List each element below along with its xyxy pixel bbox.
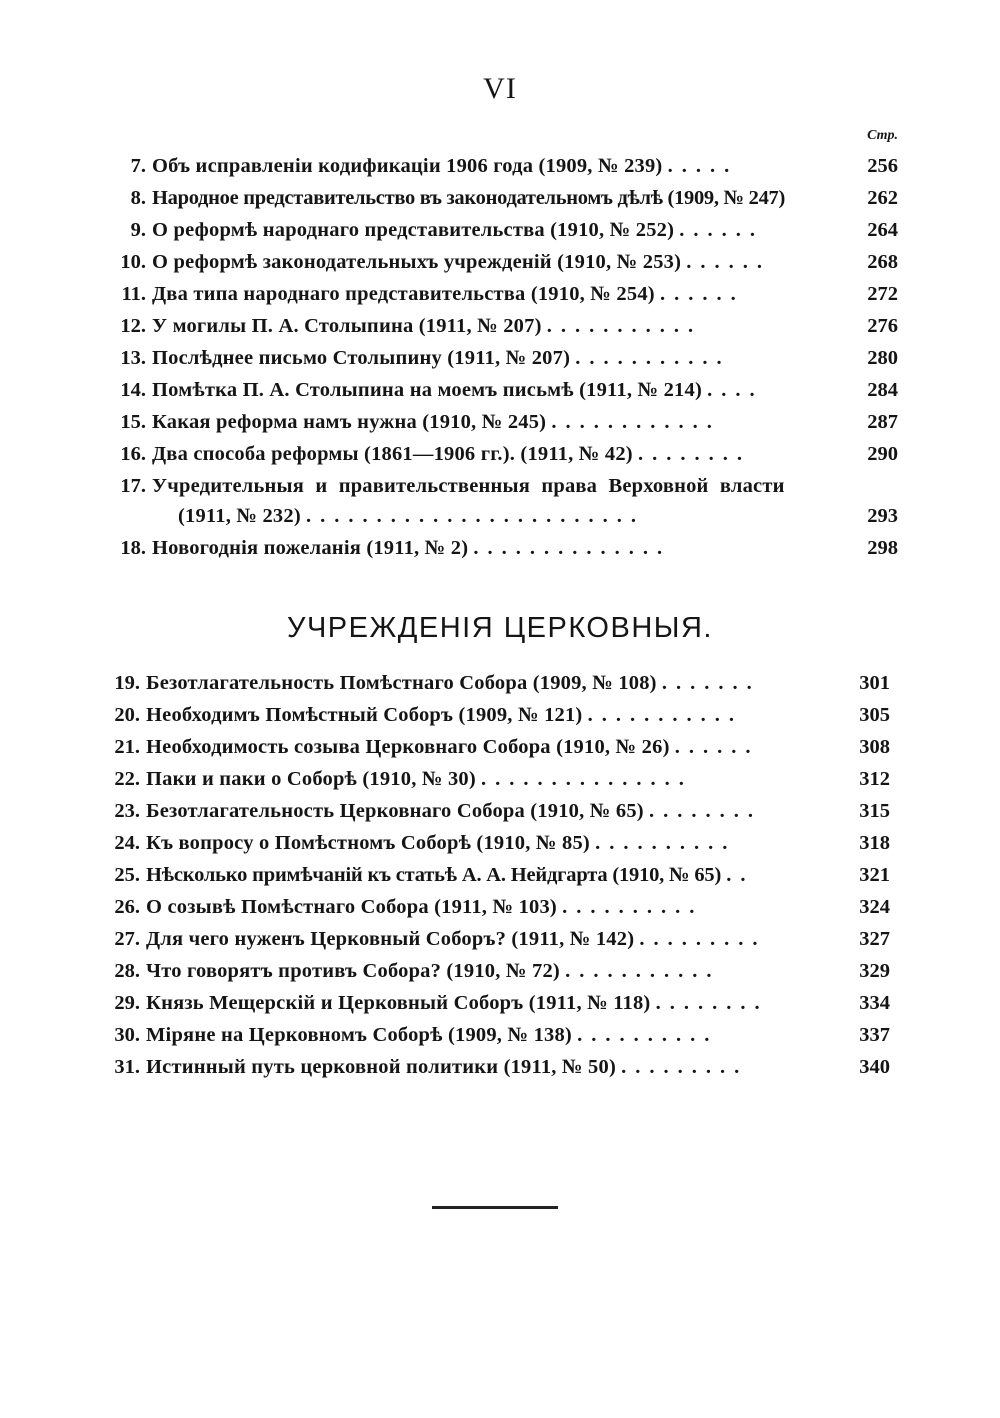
entry-title: Два способа реформы (1861—1906 гг.). (1911, № 42) [152, 443, 633, 465]
entry-page: 329 [859, 960, 890, 982]
dot-leader: ........ [648, 800, 762, 822]
entry-number: 24. [114, 832, 140, 854]
entry-page: 321 [859, 864, 890, 886]
entry-number: 27. [114, 928, 140, 950]
page-number: VI [483, 72, 517, 105]
toc-entry [100, 409, 898, 435]
entry-page: 337 [859, 1024, 890, 1046]
entry-title: У могилы П. А. Столыпина (1911, № 207) [152, 315, 542, 337]
entry-number: 20. [114, 704, 140, 726]
dot-leader: ....... [661, 672, 761, 694]
entry-title-continuation: (1911, № 232) [178, 505, 301, 527]
dot-leader: ......... [621, 1056, 749, 1078]
entry-title: Два типа народнаго представительства (1910, № 254) [152, 283, 655, 305]
entry-number: 23. [114, 800, 140, 822]
toc-entry [100, 281, 898, 307]
entry-number: 11. [121, 283, 146, 305]
end-rule-divider [432, 1206, 558, 1209]
entry-title: Народное представительство въ законодательномъ дѣлѣ (1909, № 247) [152, 187, 786, 209]
entry-title: Необходимъ Помѣстный Соборъ (1909, № 121) [146, 704, 583, 726]
entry-page: 287 [867, 411, 898, 433]
entry-title: О созывѣ Помѣстнаго Собора (1911, № 103) [146, 896, 557, 918]
toc-entry [100, 766, 890, 792]
toc-entry [100, 894, 890, 920]
entry-title: Что говорятъ противъ Собора? (1910, № 72) [146, 960, 560, 982]
entry-page: 272 [867, 283, 898, 305]
entry-number: 29. [114, 992, 140, 1014]
entry-title: Необходимость созыва Церковнаго Собора (1910, № 26) [146, 736, 670, 758]
entry-number: 19. [114, 672, 140, 694]
toc-entry [100, 990, 890, 1016]
dot-leader: ...... [674, 736, 760, 758]
dot-leader: ............ [551, 411, 721, 433]
toc-entry [100, 535, 898, 561]
entry-title: Новогоднія пожеланія (1911, № 2) [152, 537, 469, 559]
toc-entry [100, 734, 890, 760]
entry-title: Для чего нуженъ Церковный Соборъ? (1911, № 142) [146, 928, 635, 950]
entry-page: 327 [859, 928, 890, 950]
entry-title: Истинный путь церковной политики (1911, № 50) [146, 1056, 616, 1078]
entry-page: 312 [859, 768, 890, 790]
dot-leader: .......... [577, 1024, 719, 1046]
toc-entry [100, 1054, 890, 1080]
entry-page: 284 [867, 379, 898, 401]
entry-title: Къ вопросу о Помѣстномъ Соборѣ (1910, № 85) [146, 832, 590, 854]
entry-title: Помѣтка П. А. Столыпина на моемъ письмѣ (1911, № 214) [152, 379, 702, 401]
entry-page: 301 [859, 672, 890, 694]
entry-page: 334 [859, 992, 890, 1014]
dot-leader: ...... [659, 283, 745, 305]
dot-leader: .......... [595, 832, 737, 854]
entry-title: Князь Мещерскій и Церковный Соборъ (1911, № 118) [146, 992, 651, 1014]
entry-title: Міряне на Церковномъ Соборѣ (1909, № 138) [146, 1024, 572, 1046]
dot-leader: ........... [575, 347, 731, 369]
entry-title: О реформѣ законодательныхъ учрежденій (1910, № 253) [152, 251, 682, 273]
toc-entry [100, 153, 898, 179]
entry-number: 30. [114, 1024, 140, 1046]
entry-page: 264 [867, 219, 898, 241]
entry-number: 16. [120, 443, 146, 465]
entry-number: 31. [114, 1056, 140, 1078]
toc-entry [100, 926, 890, 952]
entry-number: 8. [130, 187, 146, 209]
toc-entry [100, 473, 898, 531]
dot-leader: ........ [655, 992, 769, 1014]
entry-page: 318 [859, 832, 890, 854]
toc-entry [100, 313, 898, 339]
entry-number: 17. [120, 475, 146, 497]
toc-entry [100, 441, 898, 467]
entry-number: 25. [114, 864, 140, 886]
entry-page: 280 [867, 347, 898, 369]
dot-leader: ............... [481, 768, 693, 790]
entry-page: 276 [867, 315, 898, 337]
dot-leader: ........... [546, 315, 703, 337]
entry-page: 293 [867, 505, 898, 527]
dot-leader: ......... [639, 928, 767, 950]
entry-page: 268 [867, 251, 898, 273]
entry-page: 324 [859, 896, 890, 918]
dot-leader: .... [707, 379, 764, 401]
dot-leader: .. [726, 864, 755, 886]
entry-page: 308 [859, 736, 890, 758]
dot-leader: ........ [637, 443, 751, 465]
section-heading: УЧРЕЖДЕНІЯ ЦЕРКОВНЫЯ. [287, 612, 713, 644]
toc-entry [100, 217, 898, 243]
toc-entry [100, 1022, 890, 1048]
toc-entry [100, 345, 898, 371]
entry-number: 7. [130, 155, 146, 177]
toc-entry [100, 249, 898, 275]
toc-entry [100, 185, 898, 211]
entry-title: Безотлагательность Церковнаго Собора (1910, № 65) [146, 800, 644, 822]
entry-page: 256 [867, 155, 898, 177]
entry-title: Паки и паки о Соборѣ (1910, № 30) [146, 768, 476, 790]
entry-title: Какая реформа намъ нужна (1910, № 245) [152, 411, 547, 433]
entry-title: О реформѣ народнаго представительства (1910, № 252) [152, 219, 675, 241]
entry-page: 290 [867, 443, 898, 465]
entry-number: 22. [114, 768, 140, 790]
entry-number: 14. [120, 379, 146, 401]
entry-number: 28. [114, 960, 140, 982]
toc-entry [100, 862, 890, 888]
entry-number: 26. [114, 896, 140, 918]
entry-number: 12. [120, 315, 146, 337]
entry-number: 15. [120, 411, 146, 433]
dot-leader: ........... [587, 704, 743, 726]
entry-title: Нѣсколько примѣчаній къ статьѣ А. А. Нейдгарта (1910, № 65) [146, 864, 722, 886]
entry-page: 305 [859, 704, 890, 726]
entry-page: 262 [867, 187, 898, 209]
entry-number: 9. [130, 219, 146, 241]
entry-page: 340 [859, 1056, 890, 1078]
entry-title: Послѣднее письмо Столыпину (1911, № 207) [152, 347, 571, 369]
toc-entry [100, 702, 890, 728]
toc-entry [100, 798, 890, 824]
entry-page: 298 [867, 537, 898, 559]
toc-entry [100, 377, 898, 403]
toc-entry [100, 958, 890, 984]
dot-leader: ...... [686, 251, 771, 273]
entry-number: 13. [120, 347, 146, 369]
entry-page: 315 [859, 800, 890, 822]
dot-leader: .......... [562, 896, 704, 918]
dot-leader: ........................ [305, 505, 645, 527]
toc-entry [100, 670, 890, 696]
dot-leader: ........... [565, 960, 721, 982]
dot-leader: ...... [679, 219, 765, 241]
dot-leader: .............. [473, 537, 672, 559]
entry-number: 10. [120, 251, 146, 273]
entry-number: 21. [114, 736, 140, 758]
page-column-label: Стр. [867, 128, 898, 143]
entry-title: Учредительныя и правительственныя права Верховной власти [152, 475, 785, 497]
entry-number: 18. [120, 537, 146, 559]
entry-title: Безотлагательность Помѣстнаго Собора (1909, № 108) [146, 672, 657, 694]
dot-leader: ..... [667, 155, 739, 177]
toc-entry [100, 830, 890, 856]
entry-title: Объ исправленіи кодификаціи 1906 года (1909, № 239) [152, 155, 663, 177]
